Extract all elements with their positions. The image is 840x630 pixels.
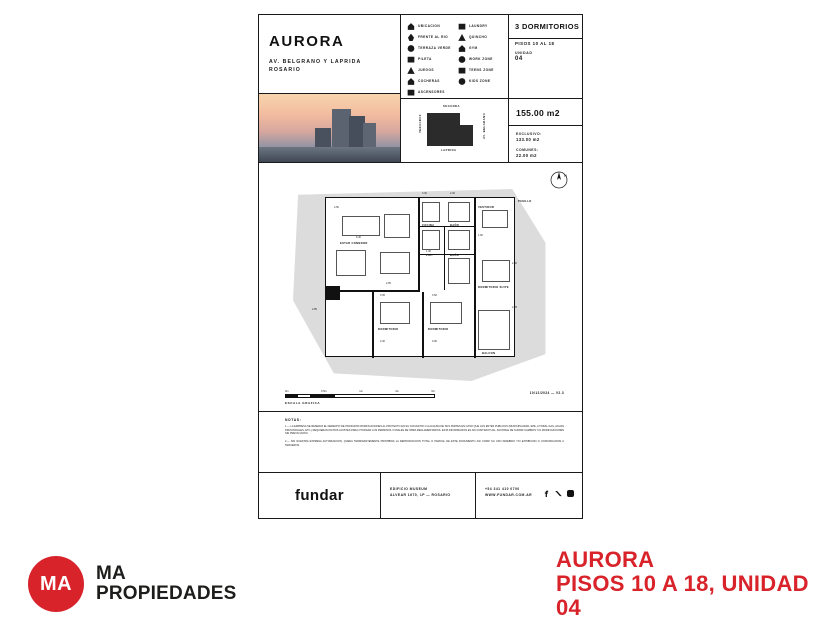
kitchen-icon [407, 78, 415, 86]
room-label: LAV. [426, 254, 433, 257]
floors-value: PISOS 10 AL 18 [515, 40, 555, 46]
developer-contact [476, 473, 582, 518]
room-label: BAÑO [450, 254, 460, 257]
bed-2 [430, 302, 462, 324]
room-label: COCINA [422, 224, 435, 227]
amenity-item [407, 54, 453, 65]
terrace-icon [407, 45, 415, 53]
room-label: VESTIDOR [478, 206, 495, 209]
keyplan-street-left: VERACRUZ [419, 114, 422, 133]
wall [418, 198, 420, 290]
project-address-line2: ROSARIO [269, 67, 301, 73]
listing-unit-info: PISOS 10 A 18, UNIDAD 04 [556, 571, 809, 620]
room-label: DORMITORIO [378, 328, 399, 331]
areas-block [509, 99, 582, 162]
amenity-item [458, 54, 504, 65]
unit-value: 04 [515, 56, 523, 62]
agency-logo-mark: MA [28, 556, 84, 612]
dimension: 2.30 [450, 192, 455, 195]
svg-text:N: N [564, 173, 567, 178]
scale-tick: 0,5m [321, 390, 327, 393]
exclusive-label: EXCLUSIVO: [516, 132, 542, 136]
scale-tick: 2m [395, 390, 399, 393]
furniture-rug [336, 250, 366, 276]
bed-1 [380, 302, 410, 324]
sheet-header [259, 15, 582, 163]
dimension: 3.30 [422, 192, 427, 195]
location-icon [407, 23, 415, 31]
amenity-item [458, 65, 504, 76]
area-row [401, 99, 582, 162]
scale-tick: 6m [431, 390, 435, 393]
divider [509, 38, 583, 39]
amenity-item [458, 32, 504, 43]
dimension: 2.80 [512, 262, 517, 265]
furniture-dining [380, 252, 410, 274]
note-2: 2.— SIN NUESTRA EXPRESA AUTORIZACION, QUEDA TERMINANTEMENTE PROHIBIDA LA REPRODUCCION TOTAL O PARCIAL DE ESTE DOCUMENTO ASI COMO SU USO INDEBIDO Y/O EXHIBICION O COMUNICACION A TERCEROS. [285, 440, 564, 447]
amenity-label: ASCENSORES [418, 89, 445, 94]
instagram-icon[interactable] [567, 490, 574, 497]
wall [422, 292, 424, 358]
balcony [478, 310, 510, 350]
core-shaft [326, 286, 340, 300]
amenity-label: WORK ZONE [469, 56, 493, 61]
graphic-scale [285, 390, 445, 405]
room-label: BALCON [482, 352, 496, 355]
key-plan-notch [460, 113, 473, 125]
ground-band [259, 147, 400, 162]
amenity-label: GYM [469, 45, 478, 50]
agency-name [96, 564, 237, 604]
street-address: ALVEAR 1670, 1P — ROSARIO [390, 492, 451, 497]
bath-fixture [448, 202, 470, 222]
legal-notes [259, 411, 582, 473]
teen-icon [458, 67, 466, 75]
dimension: 4.50 [334, 206, 339, 209]
common-value: 22.00 m2 [516, 153, 537, 158]
plan-area [259, 163, 582, 411]
dimension: 2.35 [512, 306, 517, 309]
room-label: DORMITORIO [428, 328, 449, 331]
scale-tick: 1m [359, 390, 363, 393]
kitchen-counter-2 [422, 230, 440, 250]
amenity-item [407, 65, 453, 76]
developer-logo [259, 473, 381, 518]
amenity-item [458, 76, 504, 87]
room-label: PASILLO [518, 200, 532, 203]
bedroom-count: 3 DORMITORIOS [515, 22, 580, 31]
header-left [259, 15, 401, 162]
kids-icon [458, 78, 466, 86]
floorplan-sheet [258, 14, 583, 519]
agency-name-line2: PROPIEDADES [96, 583, 237, 604]
furniture-sofa [342, 216, 380, 236]
amenity-item [407, 21, 453, 32]
games-icon [407, 67, 415, 75]
location-icon-2 [407, 34, 415, 42]
dimension: 0.90 [432, 340, 437, 343]
dimension: 2.85 [312, 308, 317, 311]
room-label: DORMITORIO SUITE [478, 286, 509, 289]
amenity-label: TERRAZA VERDE [418, 45, 451, 50]
pool-icon-2 [407, 56, 415, 64]
project-title-box [259, 15, 400, 93]
amenity-label: COCHERAS [418, 78, 440, 83]
closet [482, 210, 508, 228]
amenities-row [401, 15, 582, 99]
dimension: 2.95 [386, 282, 391, 285]
amenity-item [407, 76, 453, 87]
sheet-footer [259, 472, 582, 518]
dimension: 1.30 [426, 250, 431, 253]
project-address-line1: AV. BELGRANO Y LAPRIDA [269, 59, 362, 65]
header-right [401, 15, 582, 162]
total-area: 155.00 m2 [516, 108, 560, 118]
furniture-table [384, 214, 410, 238]
wall [372, 292, 374, 358]
dimension: 3.35 [380, 294, 385, 297]
amenity-label: TEENS ZONE [469, 67, 494, 72]
amenity-label: KIDS ZONE [469, 78, 491, 83]
pool-icon [458, 34, 466, 42]
keyplan-street-right: AV. BELGRANO [483, 112, 486, 139]
scale-bar [285, 394, 435, 398]
amenity-item [407, 32, 453, 43]
agency-name-line1: MA [96, 563, 126, 585]
apartment-outline [312, 192, 532, 357]
key-plan [401, 99, 509, 162]
dimension: 1.60 [478, 234, 483, 237]
amenity-item [458, 43, 504, 54]
agency-brand [28, 556, 237, 612]
phone-number: +54 341 410 0700 [485, 487, 520, 491]
bath-fixture-2 [448, 230, 470, 250]
amenity-label: LAUNDRY [469, 23, 488, 28]
common-label: COMUNES: [516, 148, 539, 152]
amenity-label: UBICACION [418, 23, 441, 28]
amenity-label: FRENTE AL RIO [418, 34, 449, 39]
unit-info [508, 15, 582, 98]
laundry-icon [458, 23, 466, 31]
floorplan-drawing [285, 187, 557, 387]
social-links[interactable] [543, 490, 574, 497]
page-title: AURORA [269, 33, 345, 50]
divider [509, 125, 582, 126]
revision-date: 10/12/2024 — V2.3 [529, 391, 564, 395]
scale-caption: ESCALA GRAFICA [285, 401, 321, 405]
developer-address [381, 473, 476, 518]
bed-suite [482, 260, 510, 282]
key-plan-block [427, 113, 473, 146]
dimension: 2.30 [380, 340, 385, 343]
building-render-photo [259, 93, 400, 162]
listing-title-block [556, 548, 840, 619]
dimension: 6.40 [356, 236, 361, 239]
gym-icon [458, 45, 466, 53]
amenity-label: PILETA [418, 56, 432, 61]
website-url: WWW.FUNDAR.COM.AR [485, 492, 533, 497]
developer-logo-text: fundar [294, 487, 345, 504]
unit-label: UNIDAD [515, 50, 533, 55]
wall [474, 198, 476, 358]
bath-fixture-3 [448, 258, 470, 284]
facebook-icon[interactable] [543, 490, 550, 497]
scale-ticks [285, 390, 435, 393]
note-1: 1.— LA EMPRESA SE RESERVA EL DERECHO DE PRODUCIR MODIFICACIONES AL PROYECTO EN SU CONJUNTO O A ALGUNA DE SUS PARTES EN CASO QUE LOS ENTES PUBLICOS (MUNICIPALIDAD, EPE, LITORAL GAS, AGUAS PROVINCIALES, ETC.) REQUIERAN DICHOS AJUSTES PARA OTORGAR LOS PERMISOS / FINALES DE OBRA REGLAMENTARIOS. ESTA INFORMACION ES NO CONTRACTUAL, FACTIBLE DE SUFRIR CAMBIOS Y/O MODIFICACIONES SIN PREVIO AVISO. [285, 425, 564, 436]
kitchen-counter [422, 202, 440, 222]
elevator-icon [407, 89, 415, 97]
dimension: 3.50 [432, 294, 437, 297]
scale-tick: 0m [285, 390, 289, 393]
amenities-grid [401, 15, 508, 98]
amenity-item [407, 43, 453, 54]
room-label: ESTAR COMEDOR [340, 242, 368, 245]
listing-banner [0, 538, 840, 630]
wall [444, 226, 445, 290]
exclusive-value: 133.00 m2 [516, 137, 540, 142]
twitter-icon[interactable] [555, 490, 562, 497]
room-label: BAÑO [450, 224, 460, 227]
building-name: EDIFICIO MUSEUM [390, 487, 428, 491]
keyplan-street-top: SEGUNDA [443, 105, 460, 108]
work-icon [458, 56, 466, 64]
listing-project-name: AURORA [556, 547, 655, 573]
amenity-label: JUEGOS [418, 67, 434, 72]
amenity-label: QUINCHO [469, 34, 488, 39]
amenity-item [458, 21, 504, 32]
amenity-item [407, 87, 453, 98]
notes-heading: NOTAS: [285, 418, 302, 422]
tower-shape [332, 109, 350, 151]
keyplan-street-bottom: LAPRIDA [441, 149, 457, 152]
